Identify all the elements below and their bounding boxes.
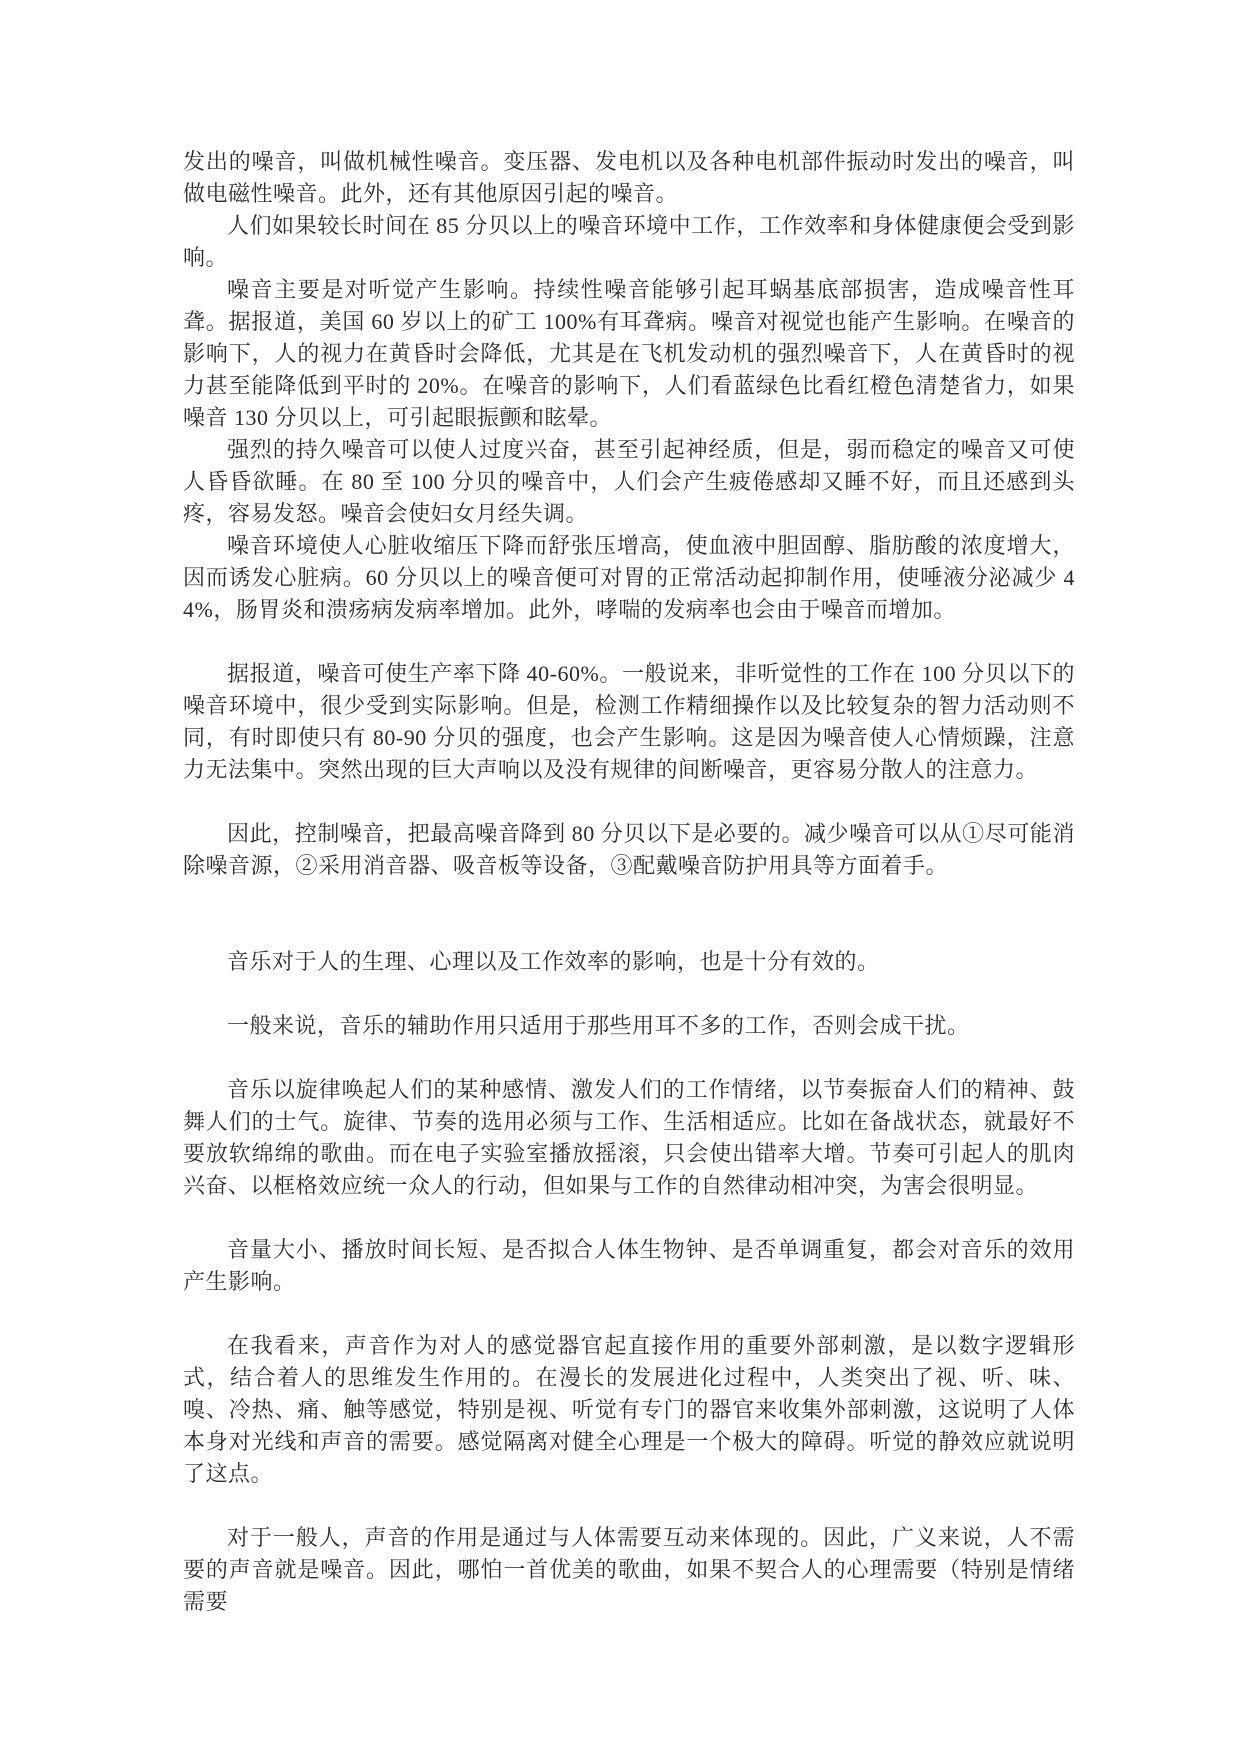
paragraph: 强烈的持久噪音可以使人过度兴奋，甚至引起神经质，但是，弱而稳定的噪音又可使人昏昏欲睡。在 80 至 100 分贝的噪音中，人们会产生疲倦感却又睡不好，而且还感到头疼，容易发怒。噪音会使妇女月经失调。: [183, 437, 1075, 526]
paragraph: 音量大小、播放时间长短、是否拟合人体生物钟、是否单调重复，都会对音乐的效用产生影响。: [183, 1237, 1075, 1294]
paragraph: 一般来说，音乐的辅助作用只适用于那些用耳不多的工作，否则会成干扰。: [227, 1013, 970, 1038]
paragraph: 音乐以旋律唤起人们的某种感情、激发人们的工作情绪，以节奏振奋人们的精神、鼓舞人们的士气。旋律、节奏的选用必须与工作、生活相适应。比如在备战状态，就最好不要放软绵绵的歌曲。而在电子实验室播放摇滚，只会使出错率大增。节奏可引起人的肌肉兴奋、以框格效应统一众人的行动，但如果与工作的自然律动相冲突，为害会很明显。: [183, 1077, 1075, 1198]
text-body: [183, 146, 1075, 1618]
paragraph: 噪音主要是对听觉产生影响。持续性噪音能够引起耳蜗基底部损害，造成噪音性耳聋。据报道，美国 60 岁以上的矿工 100%有耳聋病。噪音对视觉也能产生影响。在噪音的影响下，人的视力在黄昏时会降低，尤其是在飞机发动机的强烈噪音下，人在黄昏时的视力甚至能降低到平时的 20%。在噪音的影响下，人们看蓝绿色比看红橙色清楚省力，如果噪音 130 分贝以上，可引起眼振颤和眩晕。: [183, 277, 1075, 430]
paragraph: 对于一般人，声音的作用是通过与人体需要互动来体现的。因此，广义来说，人不需要的声音就是噪音。因此，哪怕一首优美的歌曲，如果不契合人的心理需要（特别是情绪需要: [183, 1525, 1075, 1614]
paragraph: 据报道，噪音可使生产率下降 40-60%。一般说来，非听觉性的工作在 100 分贝以下的噪音环境中，很少受到实际影响。但是，检测工作精细操作以及比较复杂的智力活动则不同，有时即使只有 80-90 分贝的强度，也会产生影响。这是因为噪音使人心情烦躁，注意力无法集中。突然出现的巨大声响以及没有规律的间断噪音，更容易分散人的注意力。: [183, 661, 1075, 782]
paragraph: 因此，控制噪音，把最高噪音降到 80 分贝以下是必要的。减少噪音可以从①尽可能消除噪音源，②采用消音器、吸音板等设备，③配戴噪音防护用具等方面着手。: [183, 821, 1075, 878]
paragraph: 在我看来，声音作为对人的感觉器官起直接作用的重要外部刺激，是以数字逻辑形式，结合着人的思维发生作用的。在漫长的发展进化过程中，人类突出了视、听、味、嗅、冷热、痛、触等感觉，特别是视、听觉有专门的器官来收集外部刺激，这说明了人体本身对光线和声音的需要。感觉隔离对健全心理是一个极大的障碍。听觉的静效应就说明了这点。: [183, 1333, 1075, 1486]
paragraph: 噪音环境使人心脏收缩压下降而舒张压增高，使血液中胆固醇、脂肪酸的浓度增大，因而诱发心脏病。60 分贝以上的噪音便可对胃的正常活动起抑制作用，使唾液分泌减少 44%，肠胃炎和溃疡病发病率增加。此外，哮喘的发病率也会由于噪音而增加。: [183, 533, 1075, 622]
paragraph: 发出的噪音，叫做机械性噪音。变压器、发电机以及各种电机部件振动时发出的噪音，叫做电磁性噪音。此外，还有其他原因引起的噪音。: [183, 149, 1075, 206]
paragraph: 音乐对于人的生理、心理以及工作效率的影响，也是十分有效的。: [227, 949, 880, 974]
paragraph: 人们如果较长时间在 85 分贝以上的噪音环境中工作，工作效率和身体健康便会受到影响。: [183, 213, 1075, 270]
